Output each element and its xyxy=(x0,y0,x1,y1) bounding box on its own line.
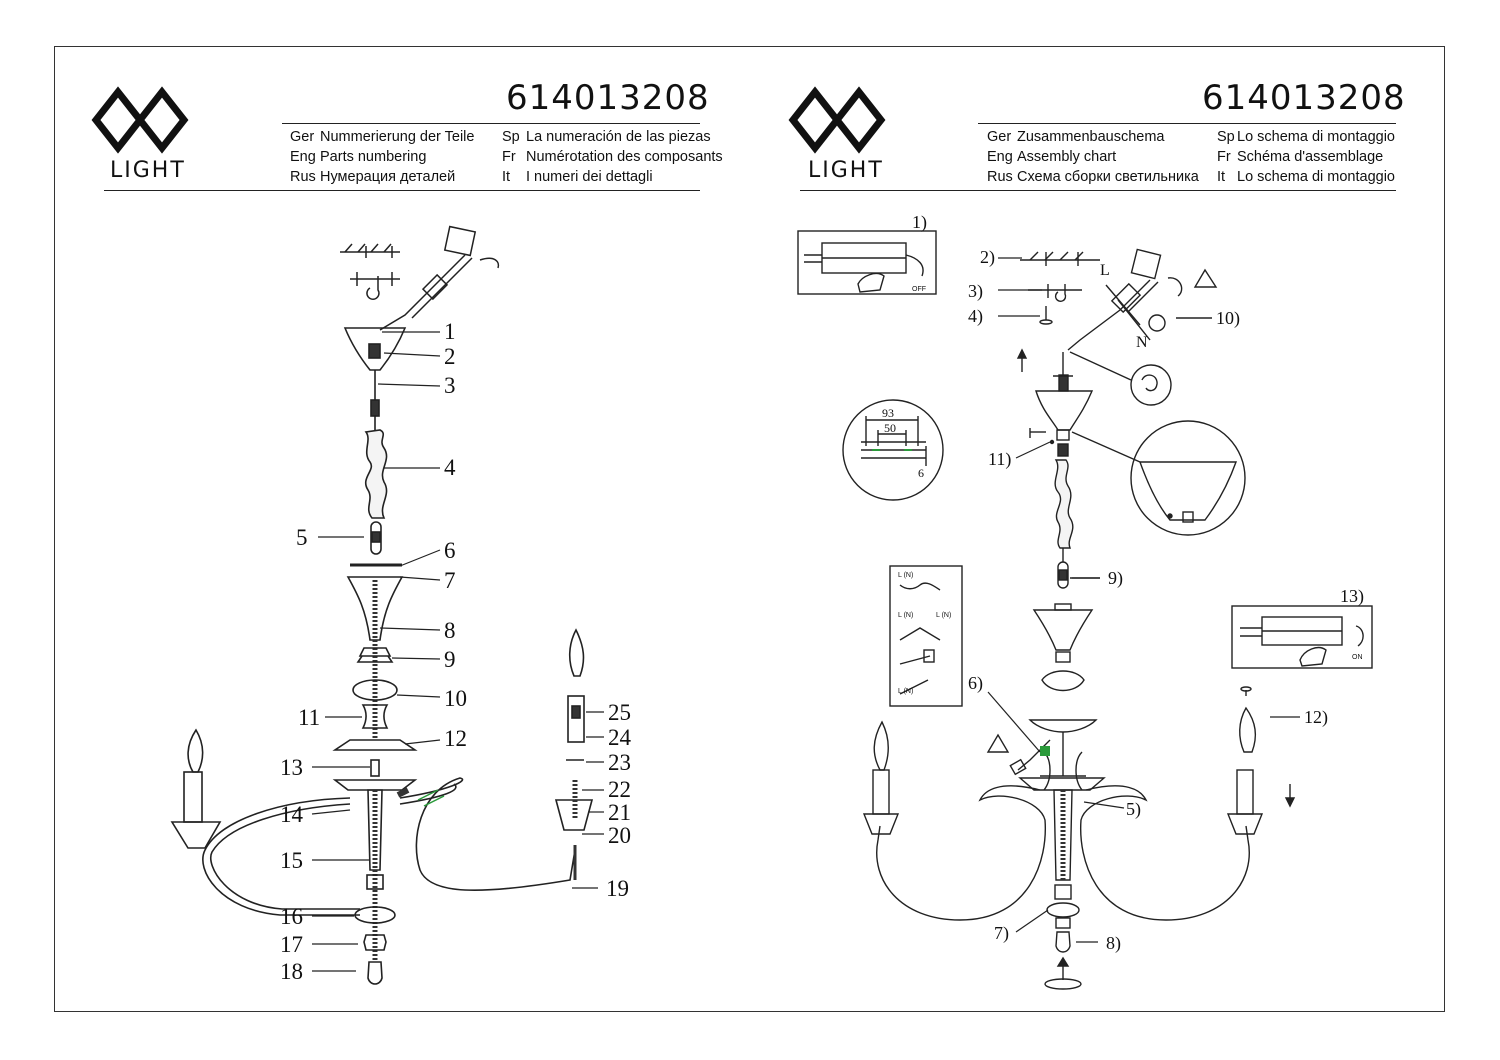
left-logo-mark xyxy=(96,92,184,148)
callout-8: 8 xyxy=(444,618,456,643)
terminal-off-label: OFF xyxy=(912,286,926,293)
right-header-rule-bottom xyxy=(800,190,1396,191)
callout-6: 6 xyxy=(444,538,456,563)
callout-20: 20 xyxy=(608,823,631,848)
step-12: 12) xyxy=(1304,707,1328,727)
callout-10: 10 xyxy=(444,686,467,711)
left-logo-text: LIGHT xyxy=(110,158,186,183)
dimension-outer: 93 xyxy=(882,406,894,420)
step-3: 3) xyxy=(968,281,983,301)
callout-24: 24 xyxy=(608,725,631,750)
callout-25: 25 xyxy=(608,700,631,725)
dimension-side: 6 xyxy=(918,466,924,480)
left-model-number: 614013208 xyxy=(506,78,710,118)
callout-3: 3 xyxy=(444,373,456,398)
wire-label-ln-3: L (N) xyxy=(936,612,952,619)
callout-15: 15 xyxy=(280,848,303,873)
callout-18: 18 xyxy=(280,959,303,984)
callout-21: 21 xyxy=(608,800,631,825)
step-9: 9) xyxy=(1108,568,1123,588)
callout-22: 22 xyxy=(608,777,631,802)
dimension-inner: 50 xyxy=(884,421,896,435)
callout-13: 13 xyxy=(280,755,303,780)
left-header-row-sp: Sp La numeración de las piezas xyxy=(502,129,711,145)
step-6: 6) xyxy=(968,673,983,693)
right-header-row-rus: Rus Схема сборки светильника xyxy=(987,169,1199,185)
right-logo-mark xyxy=(793,92,881,148)
callout-23: 23 xyxy=(608,750,631,775)
callout-5: 5 xyxy=(296,525,308,550)
step-1: 1) xyxy=(912,212,927,232)
callout-17: 17 xyxy=(280,932,303,957)
callout-12: 12 xyxy=(444,726,467,751)
step-8: 8) xyxy=(1106,933,1121,953)
right-header-col1 xyxy=(987,127,1199,187)
wire-label-ln-2: L (N) xyxy=(898,612,914,619)
right-header-row-sp: Sp Lo schema di montaggio xyxy=(1217,129,1395,145)
callout-2: 2 xyxy=(444,344,456,369)
left-header-row-ger: Ger Nummerierung der Teile xyxy=(290,129,475,145)
right-header-row-eng: Eng Assembly chart xyxy=(987,149,1117,165)
callout-4: 4 xyxy=(444,455,456,480)
step-5: 5) xyxy=(1126,799,1141,819)
left-header-row-fr: Fr Numérotation des composants xyxy=(502,149,723,165)
step-13: 13) xyxy=(1340,586,1364,606)
step-2: 2) xyxy=(980,247,995,267)
right-header-row-fr: Fr Schéma d'assemblage xyxy=(1217,149,1384,165)
callout-9: 9 xyxy=(444,647,456,672)
callout-1: 1 xyxy=(444,319,456,344)
step-7: 7) xyxy=(994,923,1009,943)
step-10: 10) xyxy=(1216,308,1240,328)
right-header-rule-top xyxy=(978,123,1396,124)
wire-neutral-label: N xyxy=(1136,334,1148,351)
wire-label-ln-4: L (N) xyxy=(898,688,914,695)
callout-11: 11 xyxy=(298,705,321,730)
left-header-rule-top xyxy=(282,123,700,124)
left-header-row-eng: Eng Parts numbering xyxy=(290,149,427,165)
callout-14: 14 xyxy=(280,802,303,827)
left-header-rule-bottom xyxy=(104,190,700,191)
right-model-number: 614013208 xyxy=(1202,78,1406,118)
left-header-row-it: It I numeri dei dettagli xyxy=(502,169,653,185)
left-header-col1 xyxy=(290,127,474,187)
terminal-on-label: ON xyxy=(1352,654,1363,661)
wire-label-ln-1: L (N) xyxy=(898,572,914,579)
right-header-row-it: It Lo schema di montaggio xyxy=(1217,169,1395,185)
right-logo-text: LIGHT xyxy=(808,158,884,183)
right-header-col2 xyxy=(1217,127,1395,187)
wire-live-label: L xyxy=(1100,262,1110,279)
left-header-col2 xyxy=(502,127,723,187)
callout-7: 7 xyxy=(444,568,456,593)
right-header-row-ger: Ger Zusammenbauschema xyxy=(987,129,1165,145)
step-11: 11) xyxy=(988,449,1012,469)
callout-19: 19 xyxy=(606,876,629,901)
step-4: 4) xyxy=(968,306,983,326)
callout-16: 16 xyxy=(280,904,303,929)
left-header-row-rus: Rus Нумерация деталей xyxy=(290,169,456,185)
